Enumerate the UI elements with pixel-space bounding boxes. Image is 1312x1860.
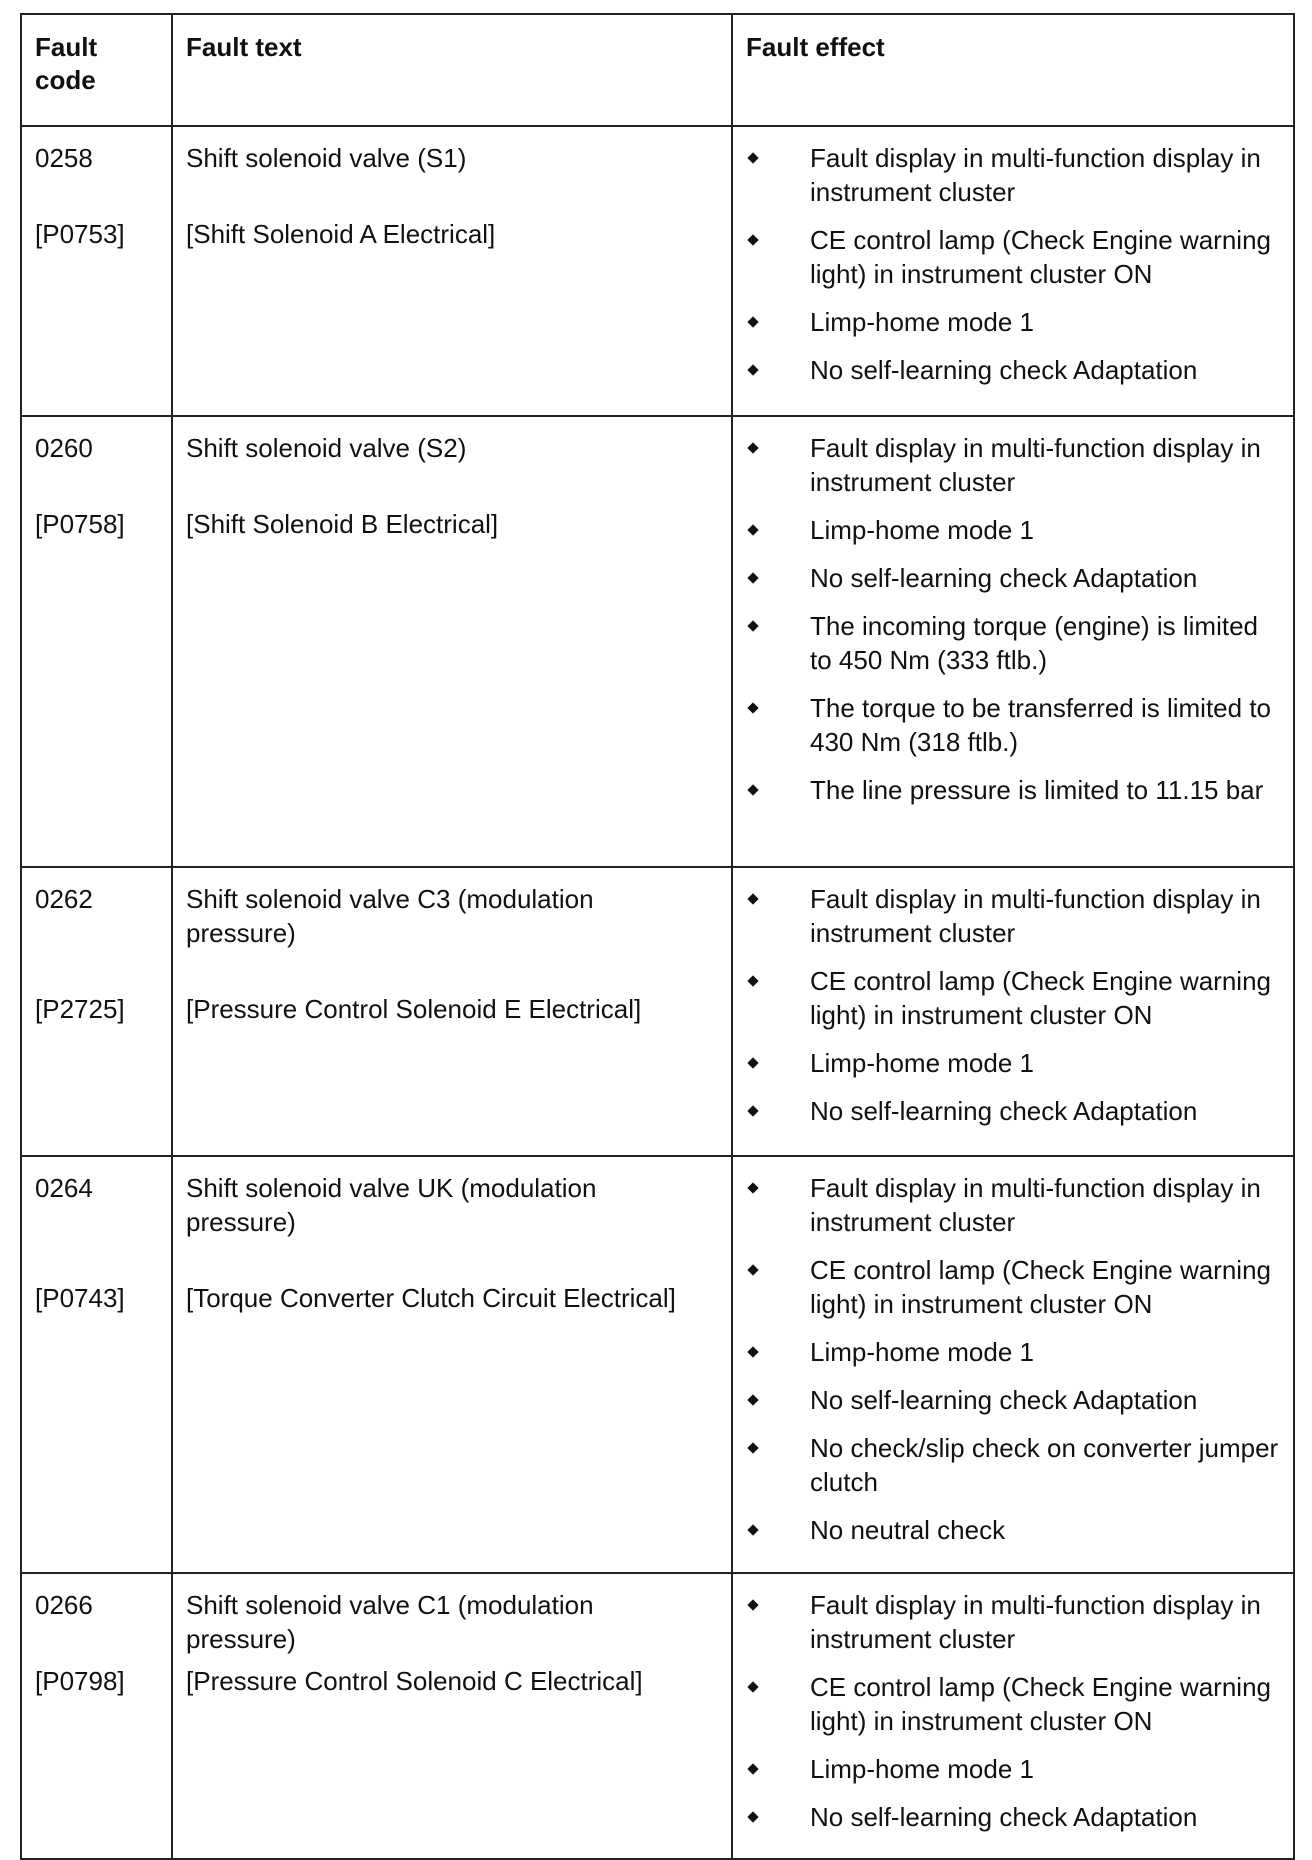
- diamond-bullet-icon: [747, 1599, 758, 1610]
- fault-table: [20, 13, 1295, 1860]
- diamond-bullet-icon: [747, 364, 758, 375]
- diamond-bullet-icon: [747, 572, 758, 583]
- diamond-bullet-icon: [747, 524, 758, 535]
- diamond-bullet-icon: [747, 1681, 758, 1692]
- header-fault-text: [172, 14, 732, 126]
- obd-code: [P2725]: [35, 994, 125, 1024]
- table-row: [21, 1573, 1294, 1859]
- table-row: [21, 867, 1294, 1156]
- obd-code: [P0753]: [35, 219, 125, 249]
- fault-effect-cell: [732, 416, 1294, 867]
- obd-code: [P0758]: [35, 509, 125, 539]
- list-item: CE control lamp (Check Engine warning light) in instrument cluster ON: [733, 1253, 1283, 1321]
- header-fault-text-label: Fault text: [186, 32, 302, 62]
- diamond-bullet-icon: [747, 702, 758, 713]
- fault-text: Shift solenoid valve C3 (modulation pressure): [186, 884, 594, 948]
- diamond-bullet-icon: [747, 1057, 758, 1068]
- list-item: Limp-home mode 1: [733, 305, 1283, 339]
- fault-text-obd: [Shift Solenoid B Electrical]: [186, 509, 499, 539]
- list-item: Fault display in multi-function display in instrument cluster: [733, 882, 1283, 950]
- list-item: No neutral check: [733, 1513, 1283, 1547]
- diamond-bullet-icon: [747, 234, 758, 245]
- fault-code: 0258: [35, 143, 93, 173]
- diamond-bullet-icon: [747, 975, 758, 986]
- diamond-bullet-icon: [747, 1264, 758, 1275]
- list-item: Fault display in multi-function display in instrument cluster: [733, 141, 1283, 209]
- list-item: CE control lamp (Check Engine warning light) in instrument cluster ON: [733, 1670, 1283, 1738]
- diamond-bullet-icon: [747, 1394, 758, 1405]
- fault-text: Shift solenoid valve (S1): [186, 143, 467, 173]
- fault-text-cell: [172, 416, 732, 867]
- list-item: Limp-home mode 1: [733, 513, 1283, 547]
- fault-code: 0262: [35, 884, 93, 914]
- list-item: No self-learning check Adaptation: [733, 1800, 1283, 1834]
- header-fault-effect-label: Fault effect: [746, 32, 885, 62]
- diamond-bullet-icon: [747, 1763, 758, 1774]
- fault-effect-list: [733, 127, 1293, 411]
- list-item: No self-learning check Adaptation: [733, 1094, 1283, 1128]
- fault-effect-cell: [732, 1156, 1294, 1573]
- diamond-bullet-icon: [747, 1811, 758, 1822]
- list-item: Fault display in multi-function display in instrument cluster: [733, 1588, 1283, 1656]
- fault-code-cell: [21, 1573, 172, 1859]
- obd-code: [P0798]: [35, 1666, 125, 1696]
- list-item: Limp-home mode 1: [733, 1335, 1283, 1369]
- table-row: [21, 416, 1294, 867]
- diamond-bullet-icon: [747, 620, 758, 631]
- fault-text-cell: [172, 867, 732, 1156]
- diamond-bullet-icon: [747, 1182, 758, 1193]
- header-fault-effect: [732, 14, 1294, 126]
- fault-text-cell: [172, 126, 732, 416]
- list-item: No self-learning check Adaptation: [733, 1383, 1283, 1417]
- fault-effect-cell: [732, 1573, 1294, 1859]
- diamond-bullet-icon: [747, 1346, 758, 1357]
- diamond-bullet-icon: [747, 152, 758, 163]
- list-item: No check/slip check on converter jumper clutch: [733, 1431, 1283, 1499]
- fault-text-cell: [172, 1156, 732, 1573]
- obd-code: [P0743]: [35, 1283, 125, 1313]
- diamond-bullet-icon: [747, 1524, 758, 1535]
- fault-text: Shift solenoid valve (S2): [186, 433, 467, 463]
- fault-text-obd: [Pressure Control Solenoid C Electrical]: [186, 1666, 643, 1696]
- header-fault-code-label: Fault code: [35, 32, 98, 95]
- fault-code-cell: [21, 126, 172, 416]
- fault-text-obd: [Torque Converter Clutch Circuit Electrical]: [186, 1283, 676, 1313]
- list-item: The incoming torque (engine) is limited to 450 Nm (333 ftlb.): [733, 609, 1283, 677]
- diamond-bullet-icon: [747, 893, 758, 904]
- header-fault-code: [21, 14, 172, 126]
- table-row: [21, 1156, 1294, 1573]
- fault-code: 0264: [35, 1173, 93, 1203]
- list-item: Fault display in multi-function display in instrument cluster: [733, 431, 1283, 499]
- list-item: CE control lamp (Check Engine warning light) in instrument cluster ON: [733, 223, 1283, 291]
- list-item: Limp-home mode 1: [733, 1046, 1283, 1080]
- fault-text-cell: [172, 1573, 732, 1859]
- fault-code-cell: [21, 867, 172, 1156]
- fault-text: Shift solenoid valve C1 (modulation pressure): [186, 1590, 594, 1654]
- fault-text: Shift solenoid valve UK (modulation pressure): [186, 1173, 597, 1237]
- fault-effect-list: [733, 417, 1293, 831]
- fault-code-cell: [21, 416, 172, 867]
- fault-code: 0260: [35, 433, 93, 463]
- fault-code-cell: [21, 1156, 172, 1573]
- diamond-bullet-icon: [747, 1442, 758, 1453]
- diamond-bullet-icon: [747, 784, 758, 795]
- fault-effect-list: [733, 1157, 1293, 1571]
- table-row: [21, 126, 1294, 416]
- fault-text-obd: [Pressure Control Solenoid E Electrical]: [186, 994, 642, 1024]
- list-item: The line pressure is limited to 11.15 bar: [733, 773, 1283, 807]
- diamond-bullet-icon: [747, 316, 758, 327]
- list-item: The torque to be transferred is limited to 430 Nm (318 ftlb.): [733, 691, 1283, 759]
- list-item: Limp-home mode 1: [733, 1752, 1283, 1786]
- fault-effect-list: [733, 868, 1293, 1152]
- fault-effect-cell: [732, 867, 1294, 1156]
- list-item: Fault display in multi-function display in instrument cluster: [733, 1171, 1283, 1239]
- fault-text-obd: [Shift Solenoid A Electrical]: [186, 219, 496, 249]
- fault-code: 0266: [35, 1590, 93, 1620]
- table-header-row: [21, 14, 1294, 126]
- diamond-bullet-icon: [747, 1105, 758, 1116]
- fault-effect-cell: [732, 126, 1294, 416]
- list-item: CE control lamp (Check Engine warning light) in instrument cluster ON: [733, 964, 1283, 1032]
- fault-effect-list: [733, 1574, 1293, 1858]
- list-item: No self-learning check Adaptation: [733, 561, 1283, 595]
- diamond-bullet-icon: [747, 442, 758, 453]
- list-item: No self-learning check Adaptation: [733, 353, 1283, 387]
